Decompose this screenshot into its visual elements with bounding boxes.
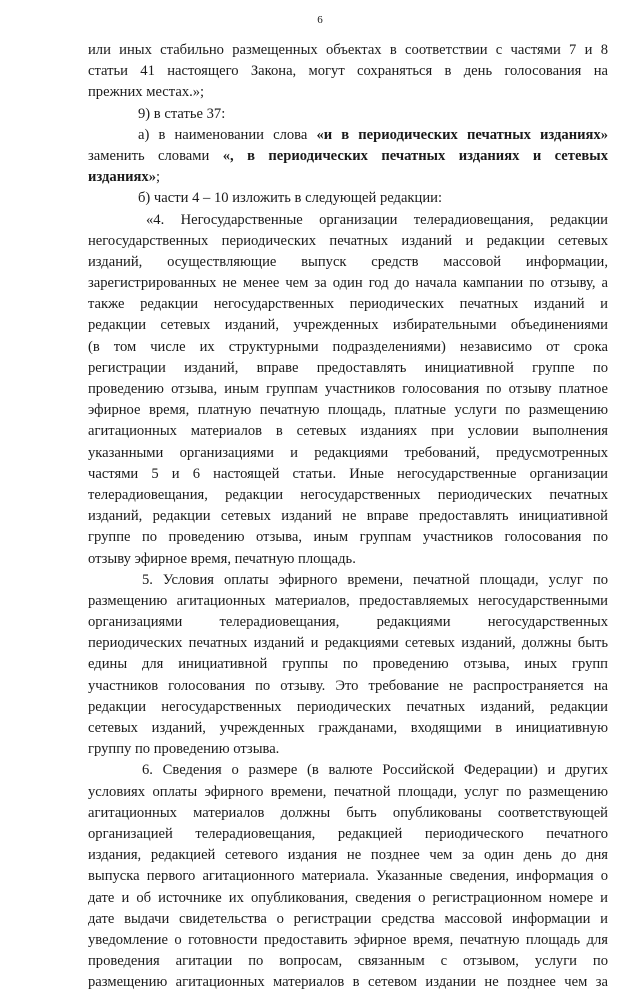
text-line: а) в наименовании слова «и в периодических печатных изданиях»	[138, 126, 608, 143]
text-line: изданий, осуществляющие выпуск средств массовой информации,	[88, 253, 608, 270]
text-line: сетевых изданий, учрежденных гражданами, входящими в инициативную	[88, 720, 608, 736]
text-line: организацией телерадиовещания, редакцией периодического печатного	[88, 825, 608, 842]
text-line: группе по проведению отзыва, иным группам участников голосования по	[88, 529, 608, 546]
text-line: 9) в статье 37:	[138, 105, 226, 122]
text-line: отзыву эфирное время, печатную площадь.	[88, 550, 356, 567]
bold-phrase: «и в периодических печатных изданиях»	[316, 126, 608, 143]
text-line: условиях оплаты эфирного времени, печатной площади, услуг по размещению	[88, 783, 608, 800]
bold-phrase: «, в периодических печатных изданиях и сетевых	[222, 147, 608, 164]
document-body	[88, 40, 608, 993]
text-line: размещению агитационных материалов в сетевом издании не позднее чем за	[88, 974, 608, 991]
text-line: 6. Сведения о размере (в валюте Российской Федерации) и других	[142, 762, 608, 779]
text-line: негосударственных периодических печатных изданий и редакции сетевых	[88, 232, 608, 249]
text-line: также редакции негосударственных периодических печатных изданий и	[88, 296, 608, 313]
text-line: телерадиовещания, редакции негосударственных периодических печатных	[88, 486, 608, 503]
text-line: эфирное время, платную печатную площадь, платные услуги по размещению	[88, 402, 608, 419]
text-line: (в том числе их структурными подразделениями) независимо от срока	[88, 338, 608, 355]
text-line: 5. Условия оплаты эфирного времени, печатной площади, услуг по	[142, 571, 608, 588]
text-line: участников голосования по отзыву. Это требование не распространяется на	[88, 677, 608, 694]
text-line: заменить словами «, в периодических печатных изданиях и сетевых	[88, 147, 608, 164]
text-line: редакции сетевых изданий, учрежденных избирательными объединениями	[88, 317, 608, 334]
text-line: издания, редакцией сетевого издания не позднее чем за один день до дня	[88, 847, 608, 864]
text-line: едины для инициативной группы по проведению отзыва, иных групп	[88, 656, 608, 673]
text-line: «4. Негосударственные организации телерадиовещания, редакции	[146, 211, 608, 228]
text-line: частями 5 и 6 настоящей статьи. Иные негосударственные организации	[88, 465, 608, 482]
text-line: редакции негосударственных периодических печатных изданий, редакции	[88, 698, 608, 715]
text-line: проведения агитации по вопросам, связанным с отзывом, услуги по	[88, 953, 608, 970]
text-line: регистрации изданий, вправе предоставлять инициативной группе по	[88, 359, 608, 376]
text-line: проведению отзыва, иным группам участников голосования по отзыву платное	[88, 381, 608, 397]
text-line: уведомление о готовности предоставить эфирное время, печатную площадь для	[88, 931, 608, 948]
text-line: выпуска первого агитационного материала. Указанные сведения, информация о	[88, 868, 608, 885]
text-line: дате выдачи свидетельства о регистрации средства массовой информации и	[88, 910, 608, 927]
page-number: 6	[317, 14, 323, 26]
text-line: агитационных материалов в сетевых изданиях при условии выполнения	[88, 423, 608, 440]
text-line: указанными организациями и редакциями требований, предусмотренных	[88, 444, 608, 461]
text-line: изданий, редакции сетевых изданий не вправе предоставлять инициативной	[88, 508, 608, 525]
text-line: б) части 4 – 10 изложить в следующей редакции:	[138, 190, 443, 207]
text-line: зарегистрированных не менее чем за один год до начала кампании по отзыву, а	[88, 275, 608, 292]
text-line: периодических печатных изданий и редакциями сетевых изданий, должны быть	[88, 635, 608, 652]
text-line: прежних местах.»;	[88, 84, 205, 101]
text-line: или иных стабильно размещенных объектах в соответствии с частями 7 и 8	[88, 42, 608, 58]
text-line: организациями телерадиовещания, редакциями негосударственных	[88, 614, 608, 631]
text-line: агитационных материалов должны быть опубликованы соответствующей	[88, 804, 608, 821]
text-line: группу по проведению отзыва.	[88, 741, 280, 758]
text-line: изданиях»;	[88, 169, 161, 186]
bold-phrase: изданиях»	[88, 169, 156, 186]
text-line: размещению агитационных материалов, предоставляемых негосударственными	[88, 592, 608, 609]
text-line: статьи 41 настоящего Закона, могут сохраняться в день голосования на	[88, 63, 608, 80]
text-line: дате и об источнике их опубликования, сведения о регистрационном номере и	[88, 889, 608, 906]
